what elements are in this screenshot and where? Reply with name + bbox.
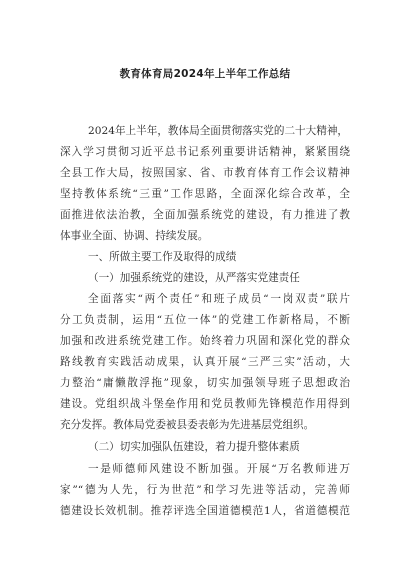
subsection-2-line-1: 一是师德师风建设不断加强。开展“万名教师进万 xyxy=(88,463,350,475)
subsection-1-heading: （一）加强系统党的建设，从严落实党建责任 xyxy=(88,272,300,284)
subsection-1-line-6: 建设。党组织战斗堡垒作用和党员教师先锋模范作用得到 xyxy=(60,398,350,410)
paragraph-1-line-4: 坚持教体系统“三重”工作思路，全面深化综合改革，全 xyxy=(60,188,350,200)
subsection-1-line-2: 分工负责制，运用“五位一体”的党建工作新格局，不断 xyxy=(60,314,350,326)
subsection-1-line-5: 力整治“庸懒散浮拖”现象，切实加强领导班子思想政治 xyxy=(60,377,350,389)
subsection-1-line-7: 充分发挥。教体局党委被县委表彰为先进基层党组织。 xyxy=(60,419,315,431)
subsection-1-line-4: 路线教育实践活动成果，认真开展“三严三实”活动，大 xyxy=(60,356,350,368)
subsection-2-line-3: 德建设长效机制。推荐评选全国道德模范1人，省道德模范 xyxy=(60,505,350,517)
subsection-2-line-2: 家”“德为人先，行为世范”和学习先进等活动，完善师 xyxy=(60,484,350,496)
subsection-1-line-3: 加强和改进系统党建工作。始终着力巩固和深化党的群众 xyxy=(60,335,350,347)
subsection-2-heading: （二）切实加强队伍建设，着力提升整体素质 xyxy=(88,441,300,453)
paragraph-1-line-2: 深入学习贯彻习近平总书记系列重要讲话精神，紧紧围绕 xyxy=(60,146,350,158)
paragraph-1-line-3: 全县工作大局，按照国家、省、市教育体育工作会议精神 xyxy=(60,167,350,179)
paragraph-1-line-1: 2024年上半年，教体局全面贯彻落实党的二十大精神， xyxy=(88,125,349,137)
subsection-1-line-1: 全面落实“两个责任”和班子成员“一岗双责”联片 xyxy=(88,293,350,305)
paragraph-1-line-5: 面推进依法治教，全面加强系统党的建设，有力推进了教 xyxy=(60,209,350,221)
section-heading: 一、所做主要工作及取得的成绩 xyxy=(88,251,237,263)
document-title: 教育体育局2024年上半年工作总结 xyxy=(119,68,291,80)
paragraph-1-line-6: 体事业全面、协调、持续发展。 xyxy=(60,230,209,242)
